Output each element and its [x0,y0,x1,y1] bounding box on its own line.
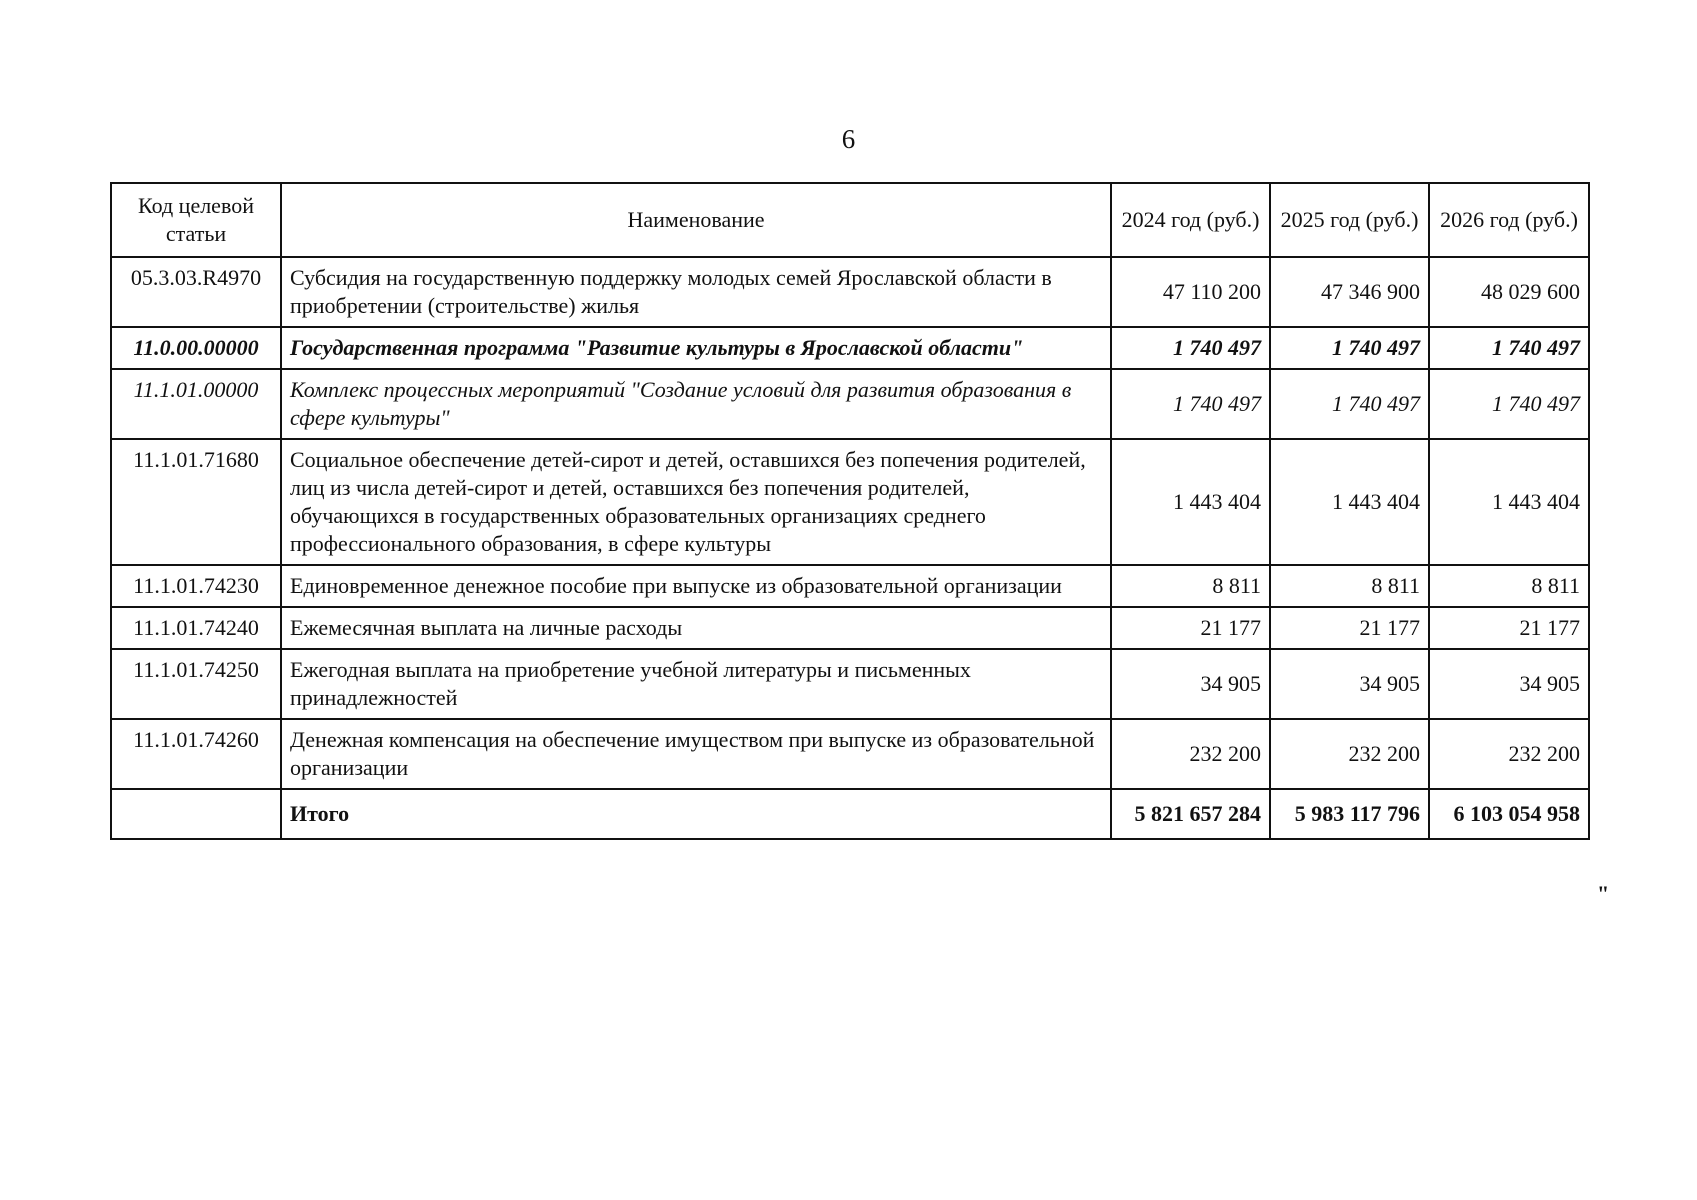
total-value-2025: 5 983 117 796 [1270,789,1429,839]
row-code: 11.1.01.74230 [111,565,281,607]
page-number: 6 [841,124,856,154]
row-value-2024: 1 740 497 [1111,327,1270,369]
header-code: Код целевой статьи [111,183,281,257]
row-value-2024: 1 740 497 [1111,369,1270,439]
table-header-row [111,183,1589,257]
row-value-2026: 8 811 [1429,565,1589,607]
table-row [111,439,1589,565]
row-value-2025: 47 346 900 [1270,257,1429,327]
row-value-2024: 1 443 404 [1111,439,1270,565]
row-value-2025: 1 443 404 [1270,439,1429,565]
row-code: 11.1.01.00000 [111,369,281,439]
closing-quote: " [1597,881,1610,906]
row-value-2025: 232 200 [1270,719,1429,789]
table-row [111,369,1589,439]
header-name: Наименование [281,183,1111,257]
row-value-2024: 8 811 [1111,565,1270,607]
row-value-2024: 232 200 [1111,719,1270,789]
row-value-2026: 48 029 600 [1429,257,1589,327]
row-value-2024: 47 110 200 [1111,257,1270,327]
row-name: Социальное обеспечение детей-сирот и детей, оставшихся без попечения родителей, лиц из числа детей-сирот и детей, оставшихся без попечения родителей, обучающихся в государственных образовательных организациях среднего профессионального образования, в сфере культуры [281,439,1111,565]
row-code: 11.1.01.74240 [111,607,281,649]
row-value-2024: 21 177 [1111,607,1270,649]
row-name: Денежная компенсация на обеспечение имуществом при выпуске из образовательной организации [281,719,1111,789]
row-name: Государственная программа "Развитие культуры в Ярославской области" [281,327,1111,369]
row-code: 11.1.01.71680 [111,439,281,565]
row-value-2025: 21 177 [1270,607,1429,649]
row-value-2025: 1 740 497 [1270,369,1429,439]
table-row [111,607,1589,649]
table-row [111,257,1589,327]
table-row [111,719,1589,789]
row-value-2024: 34 905 [1111,649,1270,719]
row-code: 11.1.01.74250 [111,649,281,719]
row-value-2026: 1 443 404 [1429,439,1589,565]
total-value-2026: 6 103 054 958 [1429,789,1589,839]
budget-table [110,182,1590,840]
table-row [111,327,1589,369]
row-name: Ежемесячная выплата на личные расходы [281,607,1111,649]
total-value-2024: 5 821 657 284 [1111,789,1270,839]
row-value-2025: 34 905 [1270,649,1429,719]
header-2025: 2025 год (руб.) [1270,183,1429,257]
header-2024: 2024 год (руб.) [1111,183,1270,257]
row-value-2026: 1 740 497 [1429,369,1589,439]
row-name: Единовременное денежное пособие при выпуске из образовательной организации [281,565,1111,607]
table-row [111,649,1589,719]
row-name: Субсидия на государственную поддержку молодых семей Ярославской области в приобретении (строительстве) жилья [281,257,1111,327]
row-code: 11.0.00.00000 [111,327,281,369]
header-2026: 2026 год (руб.) [1429,183,1589,257]
row-code: 05.3.03.R4970 [111,257,281,327]
total-label: Итого [281,789,1111,839]
row-name: Ежегодная выплата на приобретение учебной литературы и письменных принадлежностей [281,649,1111,719]
row-value-2026: 34 905 [1429,649,1589,719]
total-code-empty [111,789,281,839]
row-value-2025: 8 811 [1270,565,1429,607]
row-value-2026: 1 740 497 [1429,327,1589,369]
table-row [111,565,1589,607]
row-name: Комплекс процессных мероприятий "Создание условий для развития образования в сфере культуры" [281,369,1111,439]
row-code: 11.1.01.74260 [111,719,281,789]
row-value-2026: 232 200 [1429,719,1589,789]
row-value-2026: 21 177 [1429,607,1589,649]
row-value-2025: 1 740 497 [1270,327,1429,369]
total-row [111,789,1589,839]
